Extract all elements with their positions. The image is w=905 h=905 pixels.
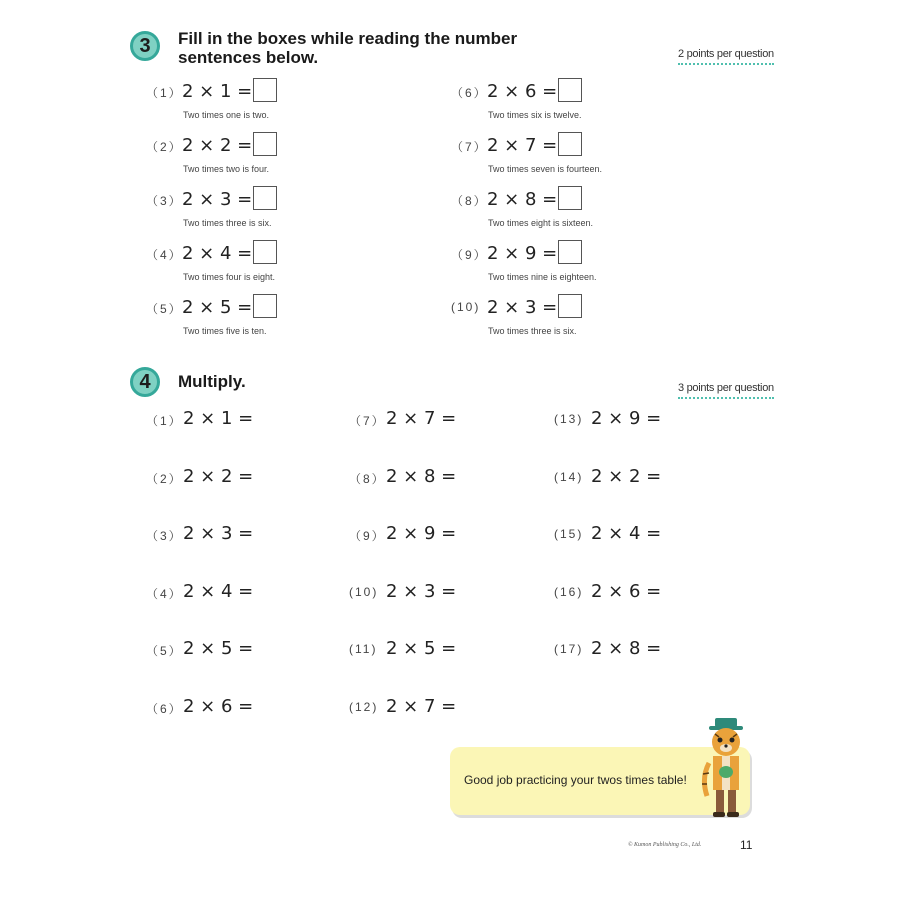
question-number: (14) [554, 469, 584, 484]
answer-box[interactable] [558, 132, 582, 156]
section-3-points: 2 points per question [678, 48, 774, 65]
question-expression: 2 × 9 = [591, 408, 662, 429]
question-number: （7） [451, 140, 488, 154]
question-number: (13) [554, 412, 584, 426]
section-3-title [178, 29, 517, 67]
question-number: （5） [146, 302, 183, 316]
page-number: 11 [740, 838, 753, 852]
tiger-mascot-illustration [695, 718, 755, 823]
multiply-question [146, 581, 326, 611]
question-number: （6） [451, 86, 488, 100]
number-sentence: Two times one is two. [183, 110, 270, 120]
question-number: （9） [349, 529, 386, 543]
expression-text: 2 × 9 = [487, 243, 558, 264]
multiply-question [349, 408, 529, 438]
question-expression [487, 188, 582, 212]
answer-box[interactable] [253, 186, 277, 210]
question-expression: 2 × 6 = [183, 695, 254, 717]
number-sentence: Two times nine is eighteen. [488, 272, 597, 282]
multiply-question [146, 523, 326, 553]
multiply-question [554, 408, 734, 438]
answer-box[interactable] [253, 132, 277, 156]
multiply-question [554, 581, 734, 611]
fill-in-question [146, 242, 446, 282]
section-4-points: 3 points per question [678, 382, 774, 399]
fill-in-question [451, 80, 751, 120]
expression-text: 2 × 5 = [182, 297, 253, 318]
section-3-badge [130, 31, 160, 61]
question-expression: 2 × 8 = [591, 638, 662, 659]
encouragement-text: Good job practicing your twos times table! [464, 773, 687, 787]
question-expression: 2 × 7 = [386, 695, 457, 717]
question-expression: 2 × 5 = [386, 638, 457, 659]
question-number: （3） [146, 529, 183, 543]
multiply-question [554, 466, 734, 496]
multiply-question [349, 466, 529, 496]
question-number: （5） [146, 644, 183, 658]
fill-in-question [146, 80, 446, 120]
question-expression [182, 242, 277, 266]
section-3-title-line1: Fill in the boxes while reading the number [178, 29, 518, 48]
answer-box[interactable] [253, 294, 277, 318]
copyright-notice: © Kumon Publishing Co., Ltd. [628, 842, 702, 848]
multiply-question [146, 696, 326, 726]
answer-box[interactable] [253, 240, 277, 264]
question-number: （1） [146, 414, 183, 428]
multiply-question [146, 408, 326, 438]
question-number: (10) [451, 300, 481, 314]
fill-in-question [146, 296, 446, 336]
question-expression: 2 × 9 = [386, 523, 457, 544]
question-number: （3） [146, 194, 183, 208]
question-expression [487, 134, 582, 158]
expression-text: 2 × 3 = [487, 297, 558, 318]
question-expression: 2 × 4 = [183, 580, 254, 602]
answer-box[interactable] [558, 78, 582, 102]
multiply-question [554, 638, 734, 668]
question-number: (17) [554, 642, 584, 656]
expression-text: 2 × 3 = [182, 189, 253, 210]
question-expression: 2 × 4 = [591, 523, 662, 544]
section-3-number: 3 [139, 34, 151, 57]
question-number: （9） [451, 248, 488, 262]
fill-in-question [451, 296, 751, 336]
question-number: （4） [146, 586, 183, 601]
number-sentence: Two times eight is sixteen. [488, 218, 594, 228]
question-expression: 2 × 3 = [386, 580, 457, 602]
fill-in-question [451, 188, 751, 228]
multiply-question [349, 696, 529, 726]
question-number: (16) [554, 584, 584, 599]
question-number: (10) [349, 584, 379, 599]
question-number: （1） [146, 86, 183, 100]
question-expression [182, 80, 277, 104]
question-expression: 2 × 8 = [386, 465, 457, 487]
question-number: （2） [146, 471, 183, 486]
section-4-badge [130, 367, 160, 397]
multiply-question [146, 638, 326, 668]
fill-in-question [451, 242, 751, 282]
question-expression: 2 × 7 = [386, 408, 457, 429]
question-expression: 2 × 1 = [183, 408, 254, 429]
fill-in-question [146, 188, 446, 228]
answer-box[interactable] [558, 186, 582, 210]
question-number: (12) [349, 699, 379, 714]
section-4-title: Multiply. [178, 372, 246, 391]
multiply-question [146, 466, 326, 496]
multiply-question [349, 581, 529, 611]
fill-in-question [451, 134, 751, 174]
question-number: （8） [349, 471, 386, 486]
expression-text: 2 × 4 = [182, 243, 253, 264]
question-number: （7） [349, 414, 386, 428]
question-expression [487, 296, 582, 320]
number-sentence: Two times three is six. [183, 218, 272, 228]
question-number: （2） [146, 140, 183, 154]
question-number: （6） [146, 701, 183, 716]
number-sentence: Two times two is four. [183, 164, 270, 174]
question-expression: 2 × 2 = [183, 465, 254, 487]
question-number: (11) [349, 642, 378, 656]
expression-text: 2 × 2 = [182, 135, 253, 156]
expression-text: 2 × 7 = [487, 135, 558, 156]
section-4-number: 4 [139, 370, 151, 393]
multiply-question [349, 523, 529, 553]
multiply-question [554, 523, 734, 553]
multiply-question [349, 638, 529, 668]
question-expression [487, 80, 582, 104]
expression-text: 2 × 1 = [182, 81, 253, 102]
question-number: （8） [451, 194, 488, 208]
question-expression [182, 188, 277, 212]
question-expression: 2 × 3 = [183, 523, 254, 544]
question-expression: 2 × 6 = [591, 580, 662, 602]
answer-box[interactable] [558, 294, 582, 318]
question-expression [182, 134, 277, 158]
question-number: (15) [554, 527, 584, 541]
question-expression [182, 296, 277, 320]
section-3-title-line2: sentences below. [178, 48, 319, 67]
number-sentence: Two times five is ten. [183, 326, 267, 336]
question-expression: 2 × 5 = [183, 638, 254, 659]
number-sentence: Two times seven is fourteen. [488, 164, 603, 174]
number-sentence: Two times four is eight. [183, 272, 276, 282]
fill-in-question [146, 134, 446, 174]
answer-box[interactable] [253, 78, 277, 102]
question-number: （4） [146, 248, 183, 262]
answer-box[interactable] [558, 240, 582, 264]
number-sentence: Two times three is six. [488, 326, 577, 336]
number-sentence: Two times six is twelve. [488, 110, 582, 120]
expression-text: 2 × 6 = [487, 81, 558, 102]
question-expression: 2 × 2 = [591, 465, 662, 487]
question-expression [487, 242, 582, 266]
expression-text: 2 × 8 = [487, 189, 558, 210]
